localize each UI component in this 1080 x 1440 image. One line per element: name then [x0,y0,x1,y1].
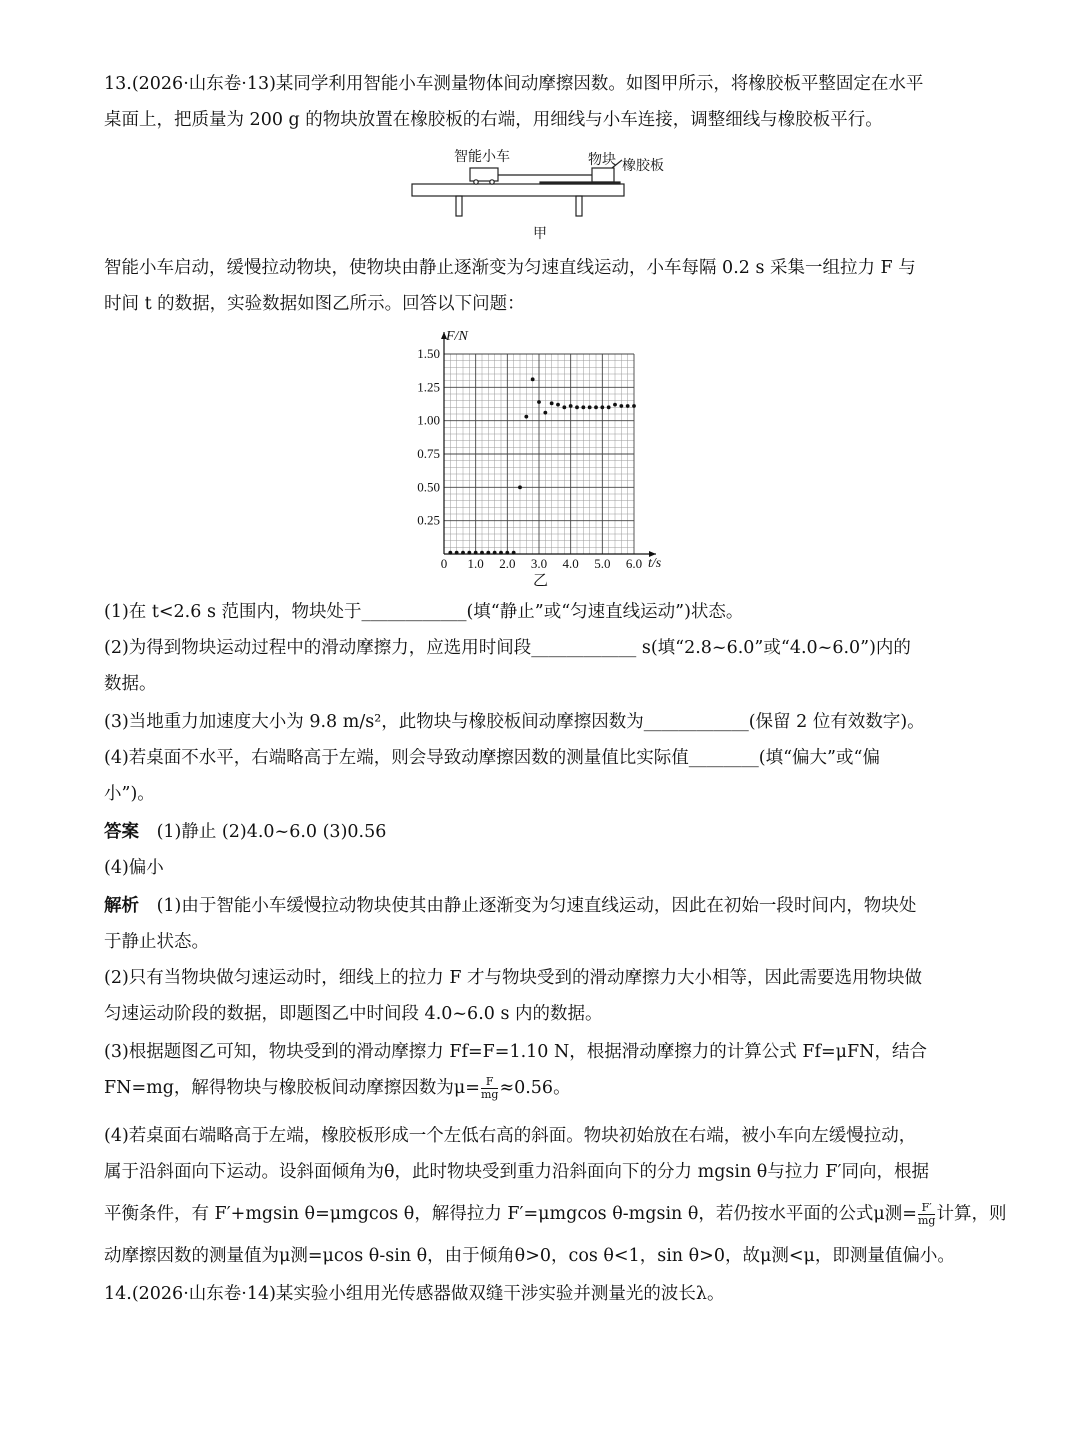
data-point [486,551,490,555]
explanation-text-9b: 计算，则 [936,1204,1007,1224]
data-point [524,415,528,419]
y-tick-label: 0.50 [417,479,440,495]
fraction-denominator: mg [917,1214,936,1227]
figure-jia [400,142,664,242]
figure-caption-yi: 乙 [533,573,549,589]
fraction-f-over-mg [481,1076,498,1101]
car-wheel [490,180,494,184]
q13-line-3: 智能小车启动，缓慢拉动物块，使物块由静止逐渐变为匀速直线运动，小车每隔 0.2 s 采集一组拉力 F 与 [104,258,916,278]
data-point [613,403,617,407]
q13-question-4b: 小”)。 [104,784,155,804]
data-point [467,551,471,555]
q13-question-2a: (2)为得到物块运动过程中的滑动摩擦力，应选用时间段____________ s(填“2.8~6.0”或“4.0~6.0”)内的 [104,638,911,658]
explanation-line-4: 匀速运动阶段的数据，即题图乙中时间段 4.0~6.0 s 内的数据。 [104,1004,603,1024]
q13-line-1: 13.(2026·山东卷·13)某同学利用智能小车测量物体间动摩擦因数。如图甲所示，将橡胶板平整固定在水平 [104,74,924,94]
answer-text-1: (1)静止 (2)4.0~6.0 (3)0.56 [156,822,387,842]
figure-caption-jia: 甲 [533,227,547,242]
answer-line-2: (4)偏小 [104,858,164,878]
explanation-text-6b: ≈0.56。 [499,1078,571,1098]
chart-points [448,377,635,554]
board-table [412,184,624,196]
data-point [575,405,579,409]
y-tick-label: 1.00 [417,412,440,428]
data-point [448,551,452,555]
explanation-line-1 [104,894,916,918]
x-tick-label: 4.0 [562,556,579,571]
x-tick-label: 3.0 [530,556,548,571]
data-point [512,551,516,555]
car-wheel [474,180,478,184]
data-point [569,404,573,408]
smart-car [470,168,498,181]
explanation-line-5: (3)根据题图乙可知，物块受到的滑动摩擦力 Ff=F=1.10 N，根据滑动摩擦力的计算公式 Ff=μFN，结合 [104,1042,927,1062]
explanation-line-3: (2)只有当物块做匀速运动时，细线上的拉力 F 才与物块受到的滑动摩擦力大小相等，因此需要选用物块做 [104,968,923,988]
board-label: 橡胶板 [622,159,664,174]
q13-line-4: 时间 t 的数据，实验数据如图乙所示。回答以下问题： [104,294,525,314]
data-point [626,404,630,408]
data-point [531,377,535,381]
x-tick-label: 2.0 [499,556,516,571]
fraction-fprime-over-mg [918,1202,935,1227]
q13-line-2: 桌面上，把质量为 200 g 的物块放置在橡胶板的右端，用细线与小车连接，调整细线与橡胶板平行。 [104,110,883,130]
y-tick-label: 1.50 [417,346,440,361]
explanation-line-2: 于静止状态。 [104,932,209,952]
q13-question-3: (3)当地重力加速度大小为 9.8 m/s²，此物块与橡胶板间动摩擦因数为____________(保留 2 位有效数字)。 [104,712,925,732]
fraction-numerator: F [481,1076,498,1089]
explanation-line-6 [104,1076,571,1101]
data-point [461,551,465,555]
data-point [619,404,623,408]
explanation-text-1: (1)由于智能小车缓慢拉动物块使其由静止逐渐变为匀速直线运动，因此在初始一段时间内，物块处 [156,896,917,916]
explanation-text-9a: 平衡条件，有 F′+mgsin θ=μmgcos θ，解得拉力 F′=μmgcos θ-mgsin θ，若仍按水平面的公式μ测= [104,1204,917,1224]
explanation-text-6a: FN=mg，解得物块与橡胶板间动摩擦因数为μ= [104,1078,480,1098]
data-point [607,405,611,409]
data-point [518,485,522,489]
data-point [581,405,585,409]
explanation-line-7: (4)若桌面右端略高于左端，橡胶板形成一个左低右高的斜面。物块初始放在右端，被小车向左缓慢拉动， [104,1126,917,1146]
data-point [550,401,554,405]
data-point [480,551,484,555]
y-tick-label: 0.25 [417,512,440,528]
data-point [594,405,598,409]
data-point [632,404,636,408]
explanation-line-8: 属于沿斜面向下运动。设斜面倾角为θ，此时物块受到重力沿斜面向下的分力 mgsin θ与拉力 F′同向，根据 [104,1162,930,1182]
answer-line-1 [104,820,386,844]
chart-tick-labels [417,346,642,571]
chart-axes [441,332,656,557]
data-point [474,551,478,555]
explanation-label: 解析 [104,896,139,916]
data-point [493,551,497,555]
data-point [537,400,541,404]
data-point [499,551,503,555]
fraction-numerator: F′ [918,1202,935,1215]
explanation-line-10: 动摩擦因数的测量值为μ测=μcos θ-sin θ，由于倾角θ>0，cos θ<1，sin θ>0，故μ测<μ，即测量值偏小。 [104,1246,955,1266]
block [592,168,614,182]
data-point [562,405,566,409]
x-tick-label: 1.0 [467,556,484,571]
chart-grid-major [444,354,634,554]
y-tick-label: 1.25 [417,379,440,395]
data-point [543,411,547,415]
y-axis-label: F/N [446,329,468,344]
table-leg-right [576,196,582,216]
x-tick-label: 5.0 [594,556,611,571]
x-tick-label: 6.0 [625,556,643,571]
q13-question-2b: 数据。 [104,674,157,694]
q13-question-1: (1)在 t<2.6 s 范围内，物块处于____________(填“静止”或“匀速直线运动”)状态。 [104,602,744,622]
q14-line-1: 14.(2026·山东卷·14)某实验小组用光传感器做双缝干涉实验并测量光的波长λ。 [104,1284,725,1304]
data-point [588,405,592,409]
table-leg-left [456,196,462,216]
explanation-line-9 [104,1202,1006,1227]
data-point [556,403,560,407]
block-label: 物块 [588,153,616,168]
x-tick-label: 0 [440,556,448,571]
y-tick-label: 0.75 [417,446,440,461]
fraction-denominator: mg [480,1088,499,1101]
data-point [455,551,459,555]
x-axis-label: t/s [648,556,662,571]
car-label: 智能小车 [454,150,510,165]
chart-yi [400,322,690,592]
answer-label: 答案 [104,822,139,842]
data-point [600,405,604,409]
q13-question-4a: (4)若桌面不水平，右端略高于左端，则会导致动摩擦因数的测量值比实际值________(填“偏大”或“偏 [104,748,880,768]
data-point [505,551,509,555]
